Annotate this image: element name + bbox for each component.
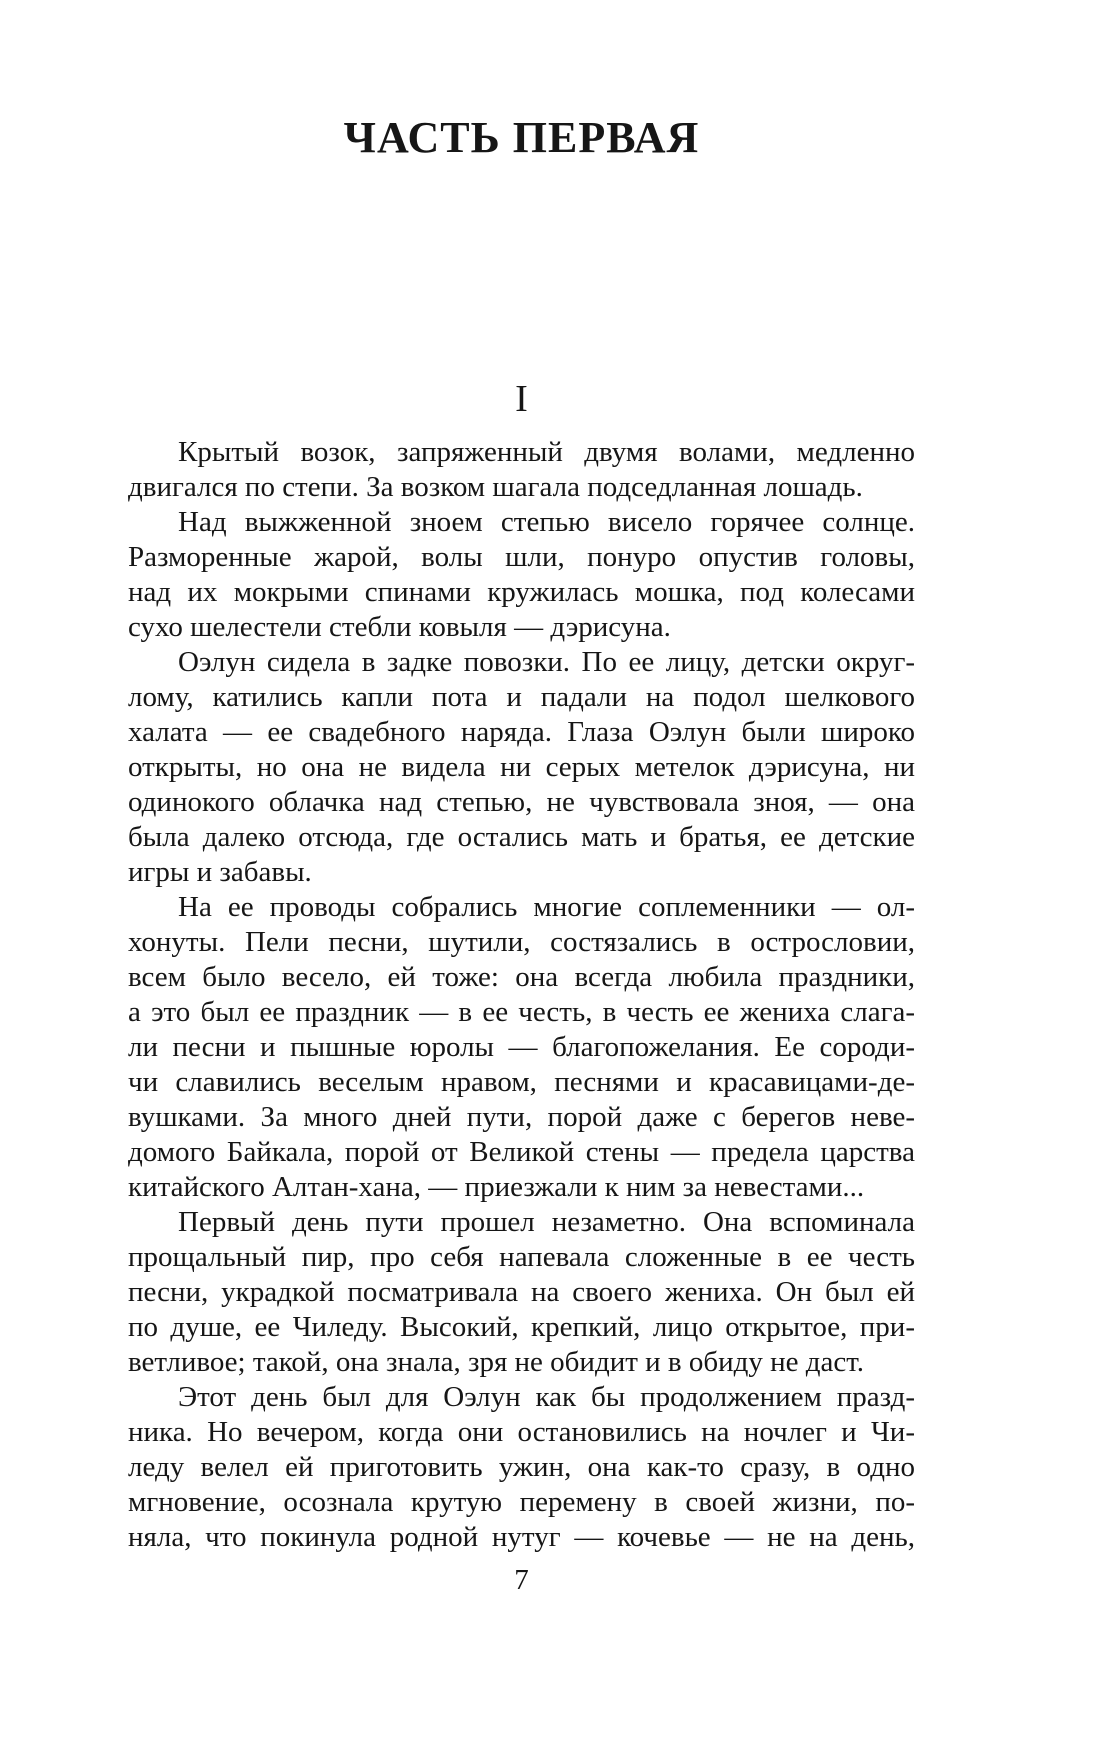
text-line: вушками. За много дней пути, порой даже с берегов неве- bbox=[128, 1100, 915, 1133]
text-line: Первый день пути прошел незаметно. Она вспоминала bbox=[178, 1205, 915, 1238]
text-line: Этот день был для Оэлун как бы продолжением празд- bbox=[178, 1380, 915, 1413]
text-line: ветливое; такой, она знала, зря не обидит и в обиду не даст. bbox=[128, 1345, 865, 1378]
text-line: Оэлун сидела в задке повозки. По ее лицу, детски округ- bbox=[178, 645, 915, 678]
text-line: чи славились веселым нравом, песнями и красавицами-де- bbox=[128, 1065, 915, 1098]
text-line: всем было весело, ей тоже: она всегда любила праздники, bbox=[128, 960, 915, 993]
text-line: песни, украдкой посматривала на своего жениха. Он был ей bbox=[128, 1275, 915, 1308]
text-line: На ее проводы собрались многие соплеменники — ол- bbox=[178, 890, 915, 923]
part-title: ЧАСТЬ ПЕРВАЯ bbox=[343, 113, 700, 162]
text-line: открыты, но она не видела ни серых метелок дэрисуна, ни bbox=[128, 750, 915, 783]
text-line: прощальный пир, про себя напевала сложенные в ее честь bbox=[128, 1240, 915, 1273]
text-line: сухо шелестели стебли ковыля — дэрисуна. bbox=[128, 610, 671, 643]
chapter-number: I bbox=[515, 377, 528, 420]
text-line: Разморенные жарой, волы шли, понуро опустив головы, bbox=[128, 540, 915, 573]
text-line: игры и забавы. bbox=[128, 855, 312, 888]
text-line: домого Байкала, порой от Великой стены — предела царства bbox=[128, 1135, 915, 1168]
body-text bbox=[128, 435, 915, 1555]
text-line: леду велел ей приготовить ужин, она как-то сразу, в одно bbox=[128, 1450, 915, 1483]
text-line: хонуты. Пели песни, шутили, состязались в острословии, bbox=[128, 925, 915, 958]
text-line: Над выжженной зноем степью висело горячее солнце. bbox=[178, 505, 915, 538]
text-line: а это был ее праздник — в ее честь, в честь ее жениха слага- bbox=[128, 995, 915, 1028]
text-line: над их мокрыми спинами кружилась мошка, под колесами bbox=[128, 575, 915, 608]
text-line: ли песни и пышные юролы — благопожелания. Ее сороди- bbox=[128, 1030, 915, 1063]
text-line: лому, катились капли пота и падали на подол шелкового bbox=[128, 680, 915, 713]
text-line: по душе, ее Чиледу. Высокий, крепкий, лицо открытое, при- bbox=[128, 1310, 915, 1343]
text-line: была далеко отсюда, где остались мать и братья, ее детские bbox=[128, 820, 915, 853]
text-line: ника. Но вечером, когда они остановились на ночлег и Чи- bbox=[128, 1415, 915, 1448]
page-number: 7 bbox=[514, 1563, 529, 1596]
text-line: Крытый возок, запряженный двумя волами, медленно bbox=[178, 435, 915, 468]
text-block bbox=[128, 0, 915, 1598]
text-line: мгновение, осознала крутую перемену в своей жизни, по- bbox=[128, 1485, 915, 1518]
text-line: китайского Алтан-хана, — приезжали к ним за невестами... bbox=[128, 1170, 865, 1203]
text-line: двигался по степи. За возком шагала подседланная лошадь. bbox=[128, 470, 863, 503]
text-line: одинокого облачка над степью, не чувствовала зноя, — она bbox=[128, 785, 915, 818]
text-line: халата — ее свадебного наряда. Глаза Оэлун были широко bbox=[128, 715, 915, 748]
text-line: няла, что покинула родной нутуг — кочевье — не на день, bbox=[128, 1520, 915, 1553]
